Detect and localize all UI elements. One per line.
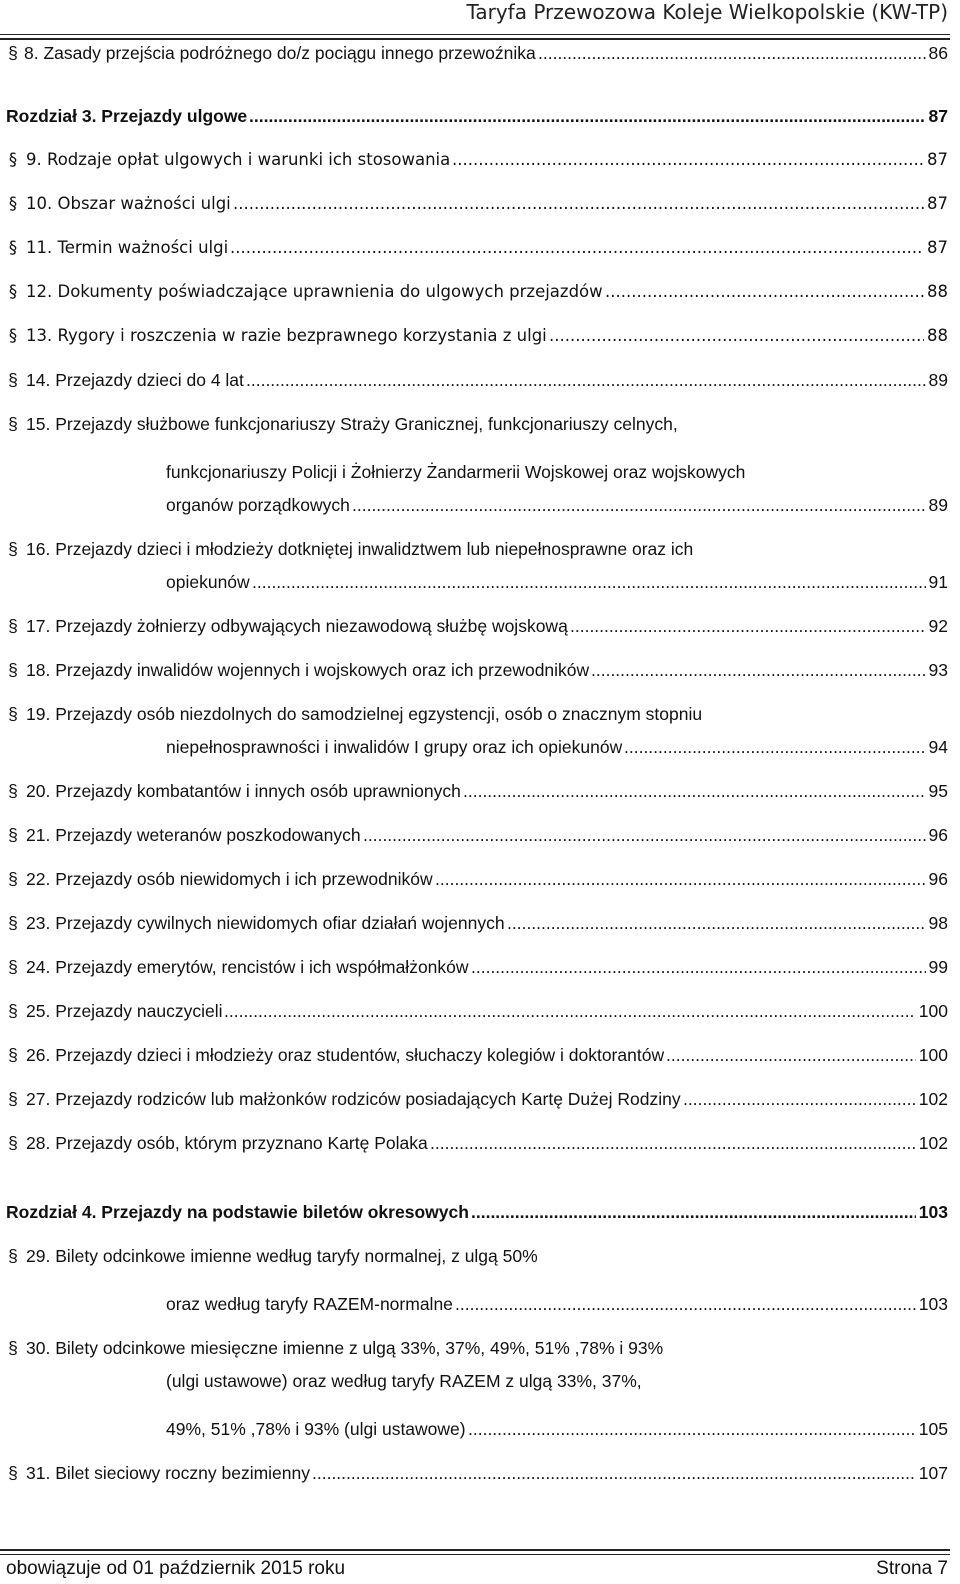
footer-page-number: Strona 7 [876, 1558, 948, 1579]
toc-entry-line [0, 998, 948, 1024]
dot-leader [230, 235, 924, 261]
toc-entry-label: oraz według taryfy RAZEM-normalne [166, 1294, 453, 1314]
toc-entry-line [0, 536, 948, 562]
toc-entry-label: 8. Zasady przejścia podróżnego do/z pociągu innego przewoźnika [24, 43, 536, 63]
dot-leader [455, 1291, 916, 1317]
toc-page-number: 103 [916, 1291, 948, 1317]
section-symbol: § [8, 194, 18, 213]
section-symbol: § [8, 825, 18, 845]
section-symbol: § [8, 1133, 18, 1153]
toc-page-number: 103 [916, 1199, 948, 1225]
toc-entry-label: organów porządkowych [166, 495, 350, 515]
toc-entry-line [0, 569, 948, 595]
toc-page-number: 89 [926, 492, 948, 518]
section-symbol: § [8, 1463, 18, 1483]
section-symbol: § [8, 539, 18, 559]
section-symbol: § [8, 1001, 18, 1021]
toc-entry-line [0, 910, 948, 936]
dot-leader [352, 492, 926, 518]
dot-leader [471, 954, 926, 980]
section-symbol: § [8, 43, 18, 63]
toc-entry-label: 10. Obszar ważności ulgi [26, 194, 231, 213]
dot-leader [312, 1460, 916, 1486]
dot-leader [570, 613, 926, 639]
section-symbol: § [8, 1089, 18, 1109]
toc-page-number: 87 [924, 191, 948, 217]
section-symbol: § [8, 1045, 18, 1065]
toc-chapter-line [0, 1199, 948, 1225]
toc-entry-line [0, 40, 948, 66]
section-symbol: § [8, 616, 18, 636]
dot-leader [246, 367, 926, 393]
toc-page-number: 93 [926, 657, 948, 683]
footer-validity-date: obowiązuje od 01 październik 2015 roku [6, 1558, 346, 1579]
toc-entry-line [0, 613, 948, 639]
toc-page-number: 89 [926, 367, 948, 393]
toc-entry-label: 30. Bilety odcinkowe miesięczne imienne z ulgą 33%, 37%, 49%, 51% ,78% i 93% [26, 1338, 664, 1358]
toc-entry-label: Rozdział 4. Przejazdy na podstawie biletów okresowych [6, 1202, 469, 1222]
toc-entry-line [0, 778, 948, 804]
toc-entry-label: Rozdział 3. Przejazdy ulgowe [6, 106, 248, 126]
dot-leader [549, 323, 924, 349]
toc-page-number: 94 [926, 734, 948, 760]
toc-chapter-line [0, 103, 948, 129]
toc-entry-line [0, 1291, 948, 1317]
toc-page-number: 88 [924, 279, 948, 305]
dot-leader [468, 1416, 916, 1442]
toc-page-number: 99 [926, 954, 948, 980]
toc-entry-line [0, 701, 948, 727]
toc-page-number: 100 [916, 998, 948, 1024]
toc-page-number: 87 [924, 235, 948, 261]
dot-leader [683, 1086, 916, 1112]
toc-entry-line [0, 1042, 948, 1068]
toc-entry-line [0, 954, 948, 980]
page-header-title: Taryfa Przewozowa Koleje Wielkopolskie (KW-TP) [466, 0, 948, 24]
toc-entry-label: 21. Przejazdy weteranów poszkodowanych [26, 825, 361, 845]
dot-leader [224, 998, 916, 1024]
section-symbol: § [8, 913, 18, 933]
toc-page-number: 86 [926, 40, 948, 66]
section-symbol: § [8, 704, 18, 724]
section-symbol: § [8, 1338, 18, 1358]
toc-entry-line [0, 1368, 948, 1394]
toc-page-number: 91 [926, 569, 948, 595]
dot-leader [605, 279, 924, 305]
dot-leader [233, 191, 924, 217]
section-symbol: § [8, 150, 18, 169]
toc-entry-line [0, 323, 948, 349]
toc-entry-line [0, 734, 948, 760]
toc-entry-label: 16. Przejazdy dzieci i młodzieży dotkniętej inwalidztwem lub niepełnosprawne oraz ich [26, 539, 694, 559]
section-symbol: § [8, 370, 18, 390]
toc-page-number: 98 [926, 910, 948, 936]
toc-entry-label: 24. Przejazdy emerytów, rencistów i ich współmałżonków [26, 957, 469, 977]
toc-entry-label: funkcjonariuszy Policji i Żołnierzy Żandarmerii Wojskowej oraz wojskowych [166, 462, 746, 482]
toc-entry-line [0, 147, 948, 173]
dot-leader [252, 569, 926, 595]
dot-leader [624, 734, 926, 760]
section-symbol: § [8, 781, 18, 801]
toc-entry-line [0, 1243, 948, 1269]
toc-entry-label: 20. Przejazdy kombatantów i innych osób uprawnionych [26, 781, 461, 801]
toc-entry-label: 22. Przejazdy osób niewidomych i ich przewodników [26, 869, 433, 889]
toc-entry-label: 18. Przejazdy inwalidów wojennych i wojskowych oraz ich przewodników [26, 660, 590, 680]
toc-entry-label: 19. Przejazdy osób niezdolnych do samodzielnej egzystencji, osób o znacznym stopniu [26, 704, 703, 724]
toc-entry-line [0, 411, 948, 437]
dot-leader [249, 103, 926, 129]
section-symbol: § [8, 238, 18, 257]
toc-page-number: 95 [926, 778, 948, 804]
section-symbol: § [8, 957, 18, 977]
toc-page-number: 100 [916, 1042, 948, 1068]
toc-entry-label: 17. Przejazdy żołnierzy odbywających niezawodową służbę wojskową [26, 616, 568, 636]
toc-entry-label: niepełnosprawności i inwalidów I grupy oraz ich opiekunów [166, 737, 623, 757]
toc-entry-label: 31. Bilet sieciowy roczny bezimienny [26, 1463, 311, 1483]
toc-page-number: 87 [926, 103, 948, 129]
toc-page-number: 96 [926, 822, 948, 848]
section-symbol: § [8, 660, 18, 680]
toc-page-number: 102 [916, 1130, 948, 1156]
toc-entry-label: 14. Przejazdy dzieci do 4 lat [26, 370, 244, 390]
toc-entry-line [0, 279, 948, 305]
section-symbol: § [8, 414, 18, 434]
toc-page-number: 107 [916, 1460, 948, 1486]
toc-page-number: 96 [926, 866, 948, 892]
toc-entry-line [0, 822, 948, 848]
section-symbol: § [8, 282, 18, 301]
toc-entry-line [0, 459, 948, 485]
toc-entry-label: (ulgi ustawowe) oraz według taryfy RAZEM z ulgą 33%, 37%, [166, 1371, 642, 1391]
toc-entry-label: 29. Bilety odcinkowe imienne według taryfy normalnej, z ulgą 50% [26, 1246, 538, 1266]
toc-entry-label: 12. Dokumenty poświadczające uprawnienia do ulgowych przejazdów [26, 282, 603, 301]
toc-page-number: 92 [926, 613, 948, 639]
toc-page-number: 88 [924, 323, 948, 349]
toc-entry-line [0, 1460, 948, 1486]
dot-leader [452, 147, 924, 173]
toc-entry-line [0, 492, 948, 518]
dot-leader [666, 1042, 916, 1068]
toc-entry-label: 11. Termin ważności ulgi [26, 238, 229, 257]
toc-entry-line [0, 367, 948, 393]
toc-entry-label: 27. Przejazdy rodziców lub małżonków rodziców posiadających Kartę Dużej Rodziny [26, 1089, 681, 1109]
toc-entry-label: 15. Przejazdy służbowe funkcjonariuszy Straży Granicznej, funkcjonariuszy celnych, [26, 414, 678, 434]
dot-leader [538, 40, 926, 66]
dot-leader [507, 910, 926, 936]
section-symbol: § [8, 869, 18, 889]
toc-page-number: 87 [924, 147, 948, 173]
toc-entry-line [0, 657, 948, 683]
toc-entry-label: opiekunów [166, 572, 250, 592]
toc-entry-label: 49%, 51% ,78% i 93% (ulgi ustawowe) [166, 1419, 466, 1439]
toc-entry-line [0, 1086, 948, 1112]
toc-entry-line [0, 1130, 948, 1156]
section-symbol: § [8, 1246, 18, 1266]
toc-entry-line [0, 866, 948, 892]
toc-entry-label: 25. Przejazdy nauczycieli [26, 1001, 223, 1021]
toc-entry-line [0, 1335, 948, 1361]
toc-entry-label: 9. Rodzaje opłat ulgowych i warunki ich stosowania [26, 150, 451, 169]
toc-page-number: 105 [916, 1416, 948, 1442]
toc-entry-line [0, 191, 948, 217]
toc-page-number: 102 [916, 1086, 948, 1112]
dot-leader [435, 866, 926, 892]
dot-leader [363, 822, 926, 848]
toc-entry-label: 23. Przejazdy cywilnych niewidomych ofiar działań wojennych [26, 913, 505, 933]
footer-rule [0, 1549, 950, 1555]
toc-entry-label: 26. Przejazdy dzieci i młodzieży oraz studentów, słuchaczy kolegiów i doktorantów [26, 1045, 665, 1065]
toc-entry-line [0, 1416, 948, 1442]
dot-leader [430, 1130, 916, 1156]
dot-leader [471, 1199, 916, 1225]
toc-entry-line [0, 235, 948, 261]
toc-entry-label: 28. Przejazdy osób, którym przyznano Kartę Polaka [26, 1133, 428, 1153]
dot-leader [591, 657, 926, 683]
dot-leader [463, 778, 926, 804]
section-symbol: § [8, 326, 18, 345]
toc-entry-label: 13. Rygory i roszczenia w razie bezprawnego korzystania z ulgi [26, 326, 547, 345]
